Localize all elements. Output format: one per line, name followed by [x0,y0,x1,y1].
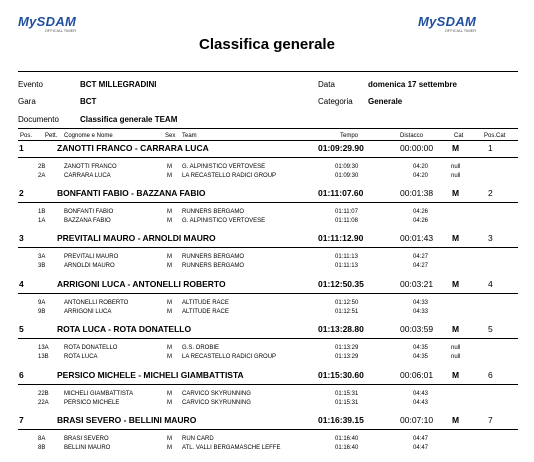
athlete-time: 01:16:40 [335,445,359,451]
athlete-gap: 04:20 [413,164,429,170]
athlete-name: ZANOTTI FRANCO [64,164,117,170]
athlete-team: G. ALPINISTICO VERTOVESE [182,218,266,224]
team-position: 7 [19,415,24,425]
athlete-bib: 8B [38,445,46,451]
athlete-team: G. ALPINISTICO VERTOVESE [182,164,266,170]
divider-top [18,71,518,72]
team-gap: 00:07:10 [400,415,434,425]
athlete-time: 01:13:29 [335,354,359,360]
team-time: 01:11:12.90 [318,233,364,243]
athlete-cat: null [451,164,461,170]
athlete-sex: M [167,164,172,170]
athlete-gap: 04:33 [413,300,429,306]
team-divider [18,338,518,339]
race-label: Gara [18,97,36,106]
athlete-bib: 13B [38,354,49,360]
athlete-gap: 04:43 [413,400,429,406]
athlete-bib: 13A [38,345,49,351]
team-time: 01:09:29.90 [318,143,364,153]
team-position: 4 [19,279,24,289]
athlete-team: ALTITUDE RACE [182,309,229,315]
athlete-time: 01:15:31 [335,391,359,397]
team-divider [18,429,518,430]
athlete-sex: M [167,400,172,406]
team-divider [18,157,518,158]
athlete-bib: 22A [38,400,49,406]
athlete-gap: 04:26 [413,209,429,215]
team-time: 01:12:50.35 [318,279,364,289]
athlete-time: 01:13:29 [335,345,359,351]
col-name: Cognome e Nome [64,133,113,139]
athlete-team: ATL. VALLI BERGAMASCHE LEFFE [182,445,281,451]
col-pos: Pos. [20,133,33,139]
document-value: Classifica generale TEAM [80,115,178,124]
race-value: BCT [80,97,97,106]
athlete-team: RUNNERS BERGAMO [182,254,245,260]
athlete-sex: M [167,445,172,451]
team-poscat: 4 [488,279,493,289]
logo-left [18,14,76,33]
team-sex: M [452,279,460,289]
date-label: Data [318,80,335,89]
logo-text: MySDAM [418,14,477,29]
athlete-row [0,263,534,272]
athlete-team: LA RECASTELLO RADICI GROUP [182,173,277,179]
team-name: ROTA LUCA - ROTA DONATELLO [57,324,192,334]
team-name: PREVITALI MAURO - ARNOLDI MAURO [57,233,216,243]
divider-columns [18,140,518,141]
athlete-time: 01:12:50 [335,300,359,306]
team-row [0,415,534,430]
athlete-gap: 04:47 [413,436,429,442]
team-row [0,370,534,385]
athlete-row [0,354,534,363]
team-poscat: 6 [488,370,493,380]
team-sex: M [452,324,460,334]
athlete-team: RUN CARD [182,436,214,442]
category-label: Categoria [318,97,353,106]
page-title: Classifica generale [199,36,335,53]
athlete-sex: M [167,300,172,306]
team-row [0,324,534,339]
athlete-name: BONFANTI FABIO [64,209,114,215]
athlete-row [0,218,534,227]
team-gap: 00:03:59 [400,324,434,334]
team-row [0,188,534,203]
team-divider [18,293,518,294]
athlete-sex: M [167,263,172,269]
col-sex: Sex [165,133,176,139]
athlete-row [0,300,534,309]
divider-header [18,128,518,129]
athlete-row [0,254,534,263]
athlete-sex: M [167,345,172,351]
athlete-row [0,345,534,354]
athlete-name: PREVITALI MAURO [64,254,119,260]
athlete-gap: 04:27 [413,254,429,260]
team-time: 01:11:07.60 [318,188,364,198]
col-bib: Pett. [45,133,58,139]
athlete-sex: M [167,391,172,397]
athlete-row [0,400,534,409]
logo-subtext: OFFICIAL TIMER [444,28,477,33]
team-row [0,233,534,248]
athlete-time: 01:15:31 [335,400,359,406]
athlete-team: RUNNERS BERGAMO [182,209,245,215]
team-name: BONFANTI FABIO - BAZZANA FABIO [57,188,206,198]
athlete-time: 01:09:30 [335,173,359,179]
team-poscat: 1 [488,143,493,153]
athlete-gap: 04:26 [413,218,429,224]
team-gap: 00:01:43 [400,233,434,243]
athlete-sex: M [167,354,172,360]
team-divider [18,202,518,203]
athlete-time: 01:11:07 [335,209,358,215]
athlete-gap: 04:33 [413,309,429,315]
athlete-team: RUNNERS BERGAMO [182,263,245,269]
col-gap: Distacco [400,133,424,139]
event-value: BCT MILLEGRADINI [80,80,157,89]
athlete-time: 01:11:13 [335,263,358,269]
athlete-name: MICHELI GIAMBATTISTA [64,391,134,397]
category-value: Generale [368,97,403,106]
athlete-sex: M [167,209,172,215]
col-time: Tempo [340,133,359,139]
team-poscat: 5 [488,324,493,334]
athlete-team: ALTITUDE RACE [182,300,229,306]
athlete-bib: 9B [38,309,46,315]
athlete-time: 01:11:08 [335,218,358,224]
athlete-row [0,173,534,182]
athlete-time: 01:09:30 [335,164,359,170]
athlete-name: PERSICO MICHELE [64,400,120,406]
athlete-sex: M [167,173,172,179]
team-poscat: 3 [488,233,493,243]
team-time: 01:16:39.15 [318,415,364,425]
team-sex: M [452,188,460,198]
col-poscat: Pos.Cat [484,133,506,139]
athlete-name: BELLINI MAURO [64,445,111,451]
team-position: 2 [19,188,24,198]
athlete-gap: 04:35 [413,345,429,351]
athlete-cat: null [451,345,461,351]
athlete-gap: 04:43 [413,391,429,397]
athlete-sex: M [167,254,172,260]
athlete-bib: 1B [38,209,46,215]
athlete-name: ARNOLDI MAURO [64,263,115,269]
team-name: BRASI SEVERO - BELLINI MAURO [57,415,197,425]
team-poscat: 7 [488,415,493,425]
logo-subtext: OFFICIAL TIMER [44,28,77,33]
event-label: Evento [18,80,43,89]
athlete-bib: 1A [38,218,46,224]
athlete-name: CARRARA LUCA [64,173,111,179]
athlete-cat: null [451,354,461,360]
athlete-gap: 04:20 [413,173,429,179]
athlete-time: 01:11:13 [335,254,358,260]
athlete-gap: 04:47 [413,445,429,451]
athlete-name: ROTA DONATELLO [64,345,118,351]
team-sex: M [452,415,460,425]
athlete-row [0,391,534,400]
team-divider [18,247,518,248]
team-name: ARRIGONI LUCA - ANTONELLI ROBERTO [57,279,226,289]
team-position: 3 [19,233,24,243]
athlete-row [0,164,534,173]
document-label: Documento [18,115,59,124]
team-position: 1 [19,143,24,153]
athlete-name: ROTA LUCA [64,354,98,360]
athlete-team: LA RECASTELLO RADICI GROUP [182,354,277,360]
col-team: Team [182,133,197,139]
team-divider [18,384,518,385]
athlete-name: BAZZANA FABIO [64,218,111,224]
athlete-sex: M [167,309,172,315]
athlete-bib: 2B [38,164,46,170]
team-sex: M [452,233,460,243]
athlete-bib: 3B [38,263,46,269]
team-poscat: 2 [488,188,493,198]
col-cat: Cat [454,133,464,139]
athlete-name: ARRIGONI LUCA [64,309,112,315]
logo-right [418,14,476,33]
athlete-name: ANTONELLI ROBERTO [64,300,129,306]
athlete-time: 01:12:51 [335,309,359,315]
athlete-sex: M [167,436,172,442]
team-position: 5 [19,324,24,334]
team-gap: 00:06:01 [400,370,434,380]
team-sex: M [452,370,460,380]
athlete-bib: 9A [38,300,46,306]
athlete-row [0,309,534,318]
team-row [0,143,534,158]
team-gap: 00:00:00 [400,143,434,153]
team-time: 01:15:30.60 [318,370,364,380]
athlete-gap: 04:27 [413,263,429,269]
team-time: 01:13:28.80 [318,324,364,334]
athlete-bib: 22B [38,391,49,397]
athlete-row [0,436,534,445]
athlete-team: CARVICO SKYRUNNING [182,400,251,406]
athlete-gap: 04:35 [413,354,429,360]
athlete-row [0,209,534,218]
logo-text: MySDAM [18,14,77,29]
athlete-bib: 8A [38,436,46,442]
team-name: PERSICO MICHELE - MICHELI GIAMBATTISTA [57,370,244,380]
athlete-time: 01:16:40 [335,436,359,442]
athlete-row [0,445,534,454]
athlete-name: BRASI SEVERO [64,436,109,442]
athlete-cat: null [451,173,461,179]
team-gap: 00:03:21 [400,279,434,289]
athlete-sex: M [167,218,172,224]
team-sex: M [452,143,460,153]
athlete-bib: 3A [38,254,46,260]
date-value: domenica 17 settembre [368,80,457,89]
team-position: 6 [19,370,24,380]
team-row [0,279,534,294]
athlete-team: G.S. OROBIE [182,345,220,351]
athlete-team: CARVICO SKYRUNNING [182,391,251,397]
team-name: ZANOTTI FRANCO - CARRARA LUCA [57,143,209,153]
team-gap: 00:01:38 [400,188,434,198]
athlete-bib: 2A [38,173,46,179]
